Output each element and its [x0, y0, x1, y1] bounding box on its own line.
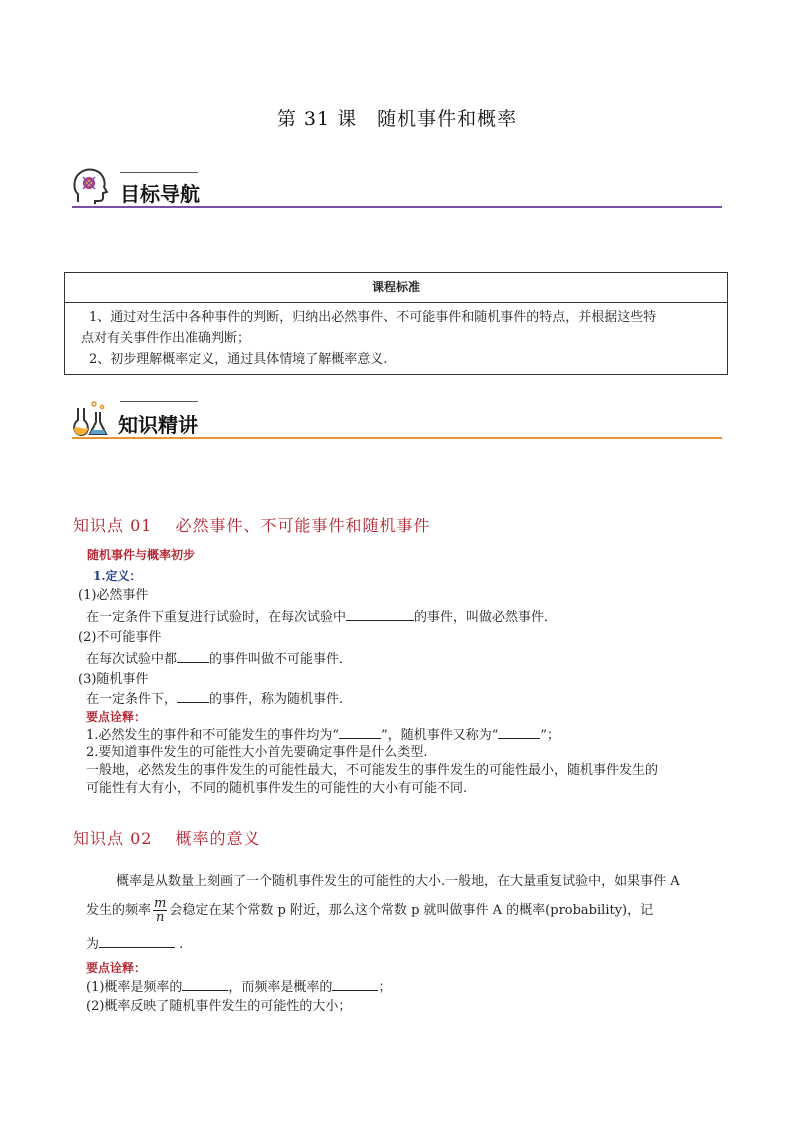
kp1-certain-def: [86, 608, 557, 627]
fill-blank: [177, 690, 209, 703]
kp2-line-2-b: 会稳定在某个常数 p 附近，那么这个常数 p 就叫做事件 A 的概率(probability)，记: [169, 903, 654, 918]
section-decor-line: [120, 172, 198, 173]
standard-item-2: 2、初步理解概率定义，通过具体情境了解概率意义.: [89, 352, 388, 367]
kp2-note-1-b: ，而频率是概率的: [228, 980, 333, 995]
kp1-heading: 知识点 01 必然事件、不可能事件和随机事件: [73, 516, 431, 535]
kp1-paragraph-line-2: 可能性有大有小，不同的随机事件发生的可能性的大小有可能不同.: [86, 781, 468, 796]
kp2-paragraph-line-2: [86, 897, 653, 924]
kp1-note-label: 要点诠释：: [86, 710, 147, 724]
fill-blank: [339, 726, 381, 739]
kp1-note-2: 2.要知道事件发生的可能性大小首先要确定事件是什么类型.: [86, 745, 428, 760]
fill-blank: [498, 726, 540, 739]
kp2-note-2: (2)概率反映了随机事件发生的可能性的大小；: [86, 999, 352, 1014]
kp2-note-1-c: ；: [378, 980, 392, 995]
section-title-knowledge: 知识精讲: [118, 413, 198, 437]
fill-blank: [332, 978, 378, 991]
kp1-certain-label: (1)必然事件: [78, 588, 149, 603]
flask-icon: [70, 398, 110, 438]
frequency-fraction: [153, 897, 167, 924]
section-decor-line: [120, 401, 198, 402]
course-standard-table: [64, 272, 728, 375]
kp1-note-1-a: 1.必然发生的事件和不可能发生的事件均为“: [86, 728, 340, 743]
section-title-goal: 目标导航: [120, 182, 200, 206]
kp2-note-label: 要点诠释：: [86, 961, 147, 975]
section-underline-knowledge: [72, 437, 722, 439]
kp2-line-3-b: .: [175, 937, 184, 952]
page-title: 第 31 课 随机事件和概率: [276, 108, 518, 130]
fill-blank: [99, 935, 175, 948]
kp2-paragraph-line-3: [86, 935, 183, 954]
fraction-denominator: n: [155, 910, 165, 925]
kp1-impossible-def: [86, 650, 352, 669]
kp2-note-1: [86, 978, 391, 997]
fill-blank: [182, 978, 228, 991]
kp1-random-label: (3)随机事件: [78, 672, 149, 687]
head-icon: [72, 166, 108, 206]
kp1-impossible-text-b: 的事件叫做不可能事件．: [209, 652, 353, 667]
kp1-impossible-label: (2)不可能事件: [78, 630, 162, 645]
kp2-paragraph-line-1: 概率是从数量上刻画了一个随机事件发生的可能性的大小.一般地，在大量重复试验中，如果事件 A: [116, 874, 680, 889]
kp1-note-1-b: ”，随机事件又称为“: [381, 728, 499, 743]
course-standard-header: 课程标准: [65, 273, 728, 303]
fill-blank: [346, 608, 414, 621]
kp1-note-1: [86, 726, 560, 745]
fill-blank: [177, 650, 209, 663]
kp1-paragraph-line-1: 一般地，必然发生的事件发生的可能性最大，不可能发生的事件发生的可能性最小，随机事件发生的: [86, 763, 659, 778]
section-underline-goal: [72, 206, 722, 208]
kp1-subheading: 随机事件与概率初步: [87, 548, 196, 562]
standard-item-1-line-1: 1、通过对生活中各种事件的判断，归纳出必然事件、不可能事件和随机事件的特点，并根据这些特: [89, 310, 657, 325]
kp1-random-text-b: 的事件，称为随机事件.: [209, 692, 344, 707]
kp1-random-text-a: 在一定条件下，: [86, 692, 178, 707]
kp2-heading: 知识点 02 概率的意义: [73, 829, 261, 848]
kp1-certain-text-a: 在一定条件下重复进行试验时，在每次试验中: [86, 610, 347, 625]
kp1-note-1-c: ”；: [540, 728, 561, 743]
kp2-line-2-a: 发生的频率: [86, 903, 152, 918]
kp1-certain-text-b: 的事件，叫做必然事件．: [414, 610, 558, 625]
kp2-line-3-a: 为: [86, 937, 100, 952]
kp2-note-1-a: (1)概率是频率的: [86, 980, 183, 995]
kp1-random-def: [86, 690, 343, 709]
fraction-numerator: m: [154, 896, 167, 911]
standard-item-1-line-2: 点对有关事件作出准确判断；: [81, 331, 251, 346]
kp1-definition-label: 1.定义：: [93, 569, 142, 583]
kp1-impossible-text-a: 在每次试验中都: [86, 652, 178, 667]
course-standard-content: [65, 303, 728, 375]
